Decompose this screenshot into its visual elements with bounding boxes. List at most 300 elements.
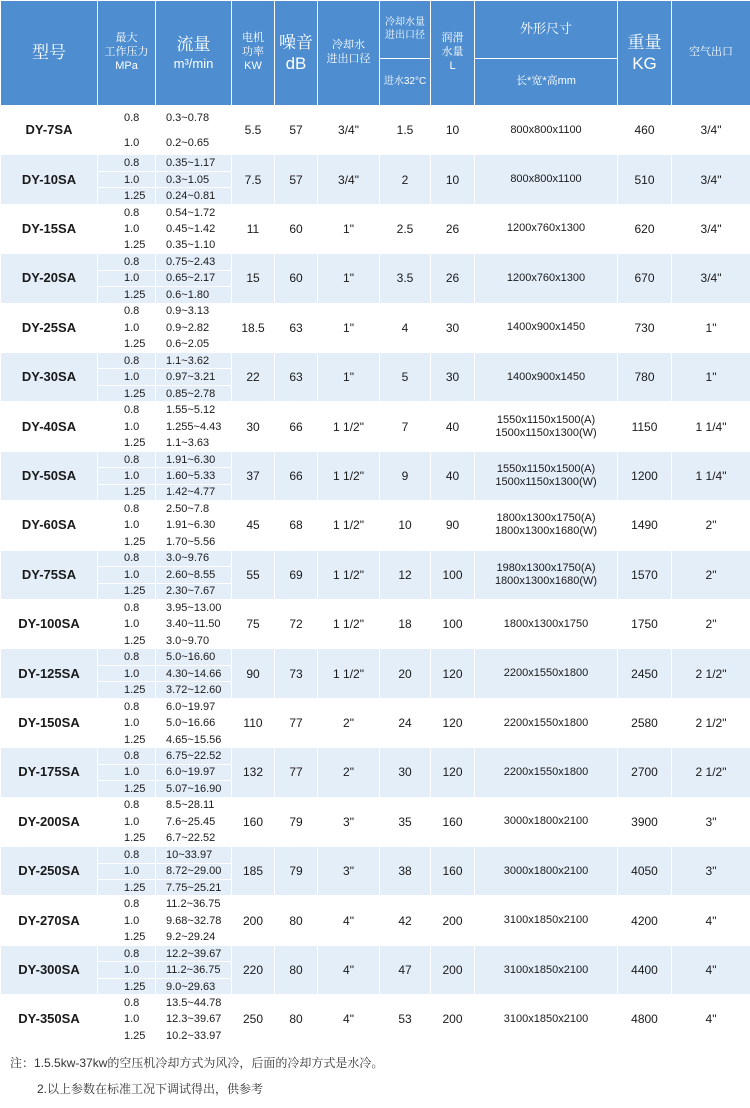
flow-cell: 1.1~3.62 [156,353,232,369]
lube-cell: 100 [431,600,475,649]
flow-cell: 9.68~32.78 [156,912,232,928]
model-cell: DY-270SA [1,896,98,945]
pressure-cell: 0.8 [98,698,156,714]
lube-cell: 40 [431,451,475,500]
cooling-volume-cell: 35 [380,797,431,846]
flow-cell: 12.3~39.67 [156,1011,232,1027]
lube-cell: 200 [431,945,475,994]
lube-cell: 30 [431,353,475,402]
flow-cell: 1.42~4.77 [156,484,232,500]
dims-cell [475,748,618,797]
air-outlet-cell: 3" [672,847,750,896]
header-flow: 流量 m³/min [156,1,232,106]
dims-line: 800x800x1100 [510,123,582,136]
flow-cell: 3.40~11.50 [156,616,232,632]
pressure-cell: 0.8 [98,600,156,616]
lube-cell: 10 [431,106,475,155]
power-cell: 18.5 [232,303,275,352]
model-cell: DY-300SA [1,945,98,994]
pressure-cell: 0.8 [98,748,156,764]
pressure-cell: 1.0 [98,665,156,681]
pressure-cell: 0.8 [98,501,156,517]
cooling-water-cell: 3/4" [318,155,380,204]
pressure-cell: 0.8 [98,303,156,319]
flow-cell: 7.6~25.45 [156,814,232,830]
dims-cell [475,945,618,994]
lube-cell: 40 [431,402,475,451]
dims-line: 1800x1300x1680(W) [494,574,598,587]
cooling-water-cell: 2" [318,748,380,797]
table-row [1,896,750,912]
pressure-cell: 1.0 [98,171,156,187]
lube-cell: 26 [431,204,475,253]
noise-cell: 68 [275,501,318,550]
flow-cell: 3.95~13.00 [156,600,232,616]
air-outlet-cell: 1 1/4" [672,402,750,451]
pressure-cell: 1.25 [98,336,156,352]
dims-cell [475,106,618,155]
pressure-cell: 1.25 [98,484,156,500]
weight-cell: 3900 [618,797,672,846]
noise-cell: 73 [275,649,318,698]
table-row [1,995,750,1011]
air-outlet-cell: 2" [672,550,750,599]
dims-line: 3000x1800x2100 [503,864,589,877]
flow-cell: 0.97~3.21 [156,369,232,385]
air-outlet-cell: 3" [672,797,750,846]
header-dims: 外形尺寸 [475,1,618,59]
noise-cell: 79 [275,797,318,846]
dims-line: 1500x1150x1300(W) [495,426,597,439]
pressure-cell: 0.8 [98,402,156,418]
pressure-cell: 0.8 [98,353,156,369]
noise-cell: 80 [275,896,318,945]
table-row [1,847,750,863]
note-2: 2.以上参数在标准工况下调试得出，供参考 [37,1082,264,1096]
air-outlet-cell: 2 1/2" [672,649,750,698]
weight-cell: 2700 [618,748,672,797]
lube-cell: 26 [431,254,475,303]
weight-cell: 1750 [618,600,672,649]
model-cell: DY-10SA [1,155,98,204]
pressure-cell: 0.8 [98,451,156,467]
lube-cell: 120 [431,649,475,698]
flow-cell: 6.0~19.97 [156,698,232,714]
cooling-volume-cell: 4 [380,303,431,352]
table-row [1,254,750,270]
air-outlet-cell: 4" [672,945,750,994]
flow-cell: 0.65~2.17 [156,270,232,286]
noise-cell: 77 [275,698,318,747]
cooling-water-cell: 4" [318,995,380,1044]
pressure-cell: 0.8 [98,649,156,665]
table-row [1,698,750,714]
air-outlet-cell: 1 1/4" [672,451,750,500]
flow-cell: 0.3~1.05 [156,171,232,187]
dims-line: 1400x900x1450 [506,321,586,334]
weight-cell: 4200 [618,896,672,945]
lube-cell: 100 [431,550,475,599]
power-cell: 22 [232,353,275,402]
dims-cell [475,353,618,402]
cooling-water-cell: 1" [318,204,380,253]
pressure-cell: 1.25 [98,830,156,846]
noise-cell: 72 [275,600,318,649]
weight-cell: 4800 [618,995,672,1044]
header-pressure: 最大 工作压力 MPa [98,1,156,106]
dims-line: 1200x760x1300 [506,271,586,284]
cooling-water-cell: 1" [318,254,380,303]
model-cell: DY-50SA [1,451,98,500]
pressure-cell: 1.25 [98,188,156,204]
flow-cell: 6.0~19.97 [156,764,232,780]
noise-cell: 63 [275,353,318,402]
model-cell: DY-100SA [1,600,98,649]
air-outlet-cell: 1" [672,353,750,402]
table-row [1,649,750,665]
weight-cell: 2450 [618,649,672,698]
dims-cell [475,600,618,649]
pressure-cell: 1.25 [98,929,156,945]
model-cell: DY-200SA [1,797,98,846]
power-cell: 110 [232,698,275,747]
model-cell: DY-175SA [1,748,98,797]
noise-cell: 69 [275,550,318,599]
cooling-volume-cell: 47 [380,945,431,994]
cooling-water-cell: 2" [318,698,380,747]
table-row [1,451,750,467]
flow-cell: 13.5~44.78 [156,995,232,1011]
noise-cell: 57 [275,155,318,204]
flow-cell: 1.91~6.30 [156,517,232,533]
dims-line: 1800x1300x1750(A) [496,512,596,525]
pressure-cell: 0.8 [98,155,156,171]
cooling-water-cell: 1 1/2" [318,402,380,451]
weight-cell: 1490 [618,501,672,550]
cooling-water-cell: 1" [318,303,380,352]
dims-cell [475,896,618,945]
dims-line: 1980x1300x1750(A) [496,561,596,574]
cooling-volume-cell: 2.5 [380,204,431,253]
lube-cell: 120 [431,748,475,797]
table-row [1,353,750,369]
model-cell: DY-20SA [1,254,98,303]
pressure-cell: 0.8 [98,254,156,270]
flow-cell: 3.72~12.60 [156,682,232,698]
pressure-cell: 0.8 [98,896,156,912]
noise-cell: 77 [275,748,318,797]
flow-cell: 0.6~2.05 [156,336,232,352]
weight-cell: 780 [618,353,672,402]
model-cell: DY-125SA [1,649,98,698]
air-outlet-cell: 3/4" [672,254,750,303]
pressure-cell: 1.0 [98,221,156,237]
flow-cell: 1.91~6.30 [156,451,232,467]
lube-cell: 200 [431,995,475,1044]
power-cell: 250 [232,995,275,1044]
table-header [1,1,750,106]
cooling-water-cell: 1 1/2" [318,501,380,550]
noise-cell: 66 [275,451,318,500]
flow-cell: 4.30~14.66 [156,665,232,681]
dims-cell [475,303,618,352]
pressure-cell: 1.0 [98,863,156,879]
cooling-volume-cell: 18 [380,600,431,649]
cooling-volume-cell: 20 [380,649,431,698]
flow-cell: 0.9~2.82 [156,320,232,336]
flow-cell: 1.255~4.43 [156,418,232,434]
dims-line: 1200x760x1300 [506,222,586,235]
flow-cell: 1.60~5.33 [156,468,232,484]
dims-line: 3100x1850x2100 [503,1012,589,1025]
dims-cell [475,698,618,747]
note-1: 注：1.5.5kw-37kw的空压机冷却方式为风冷，后面的冷却方式是水冷。 [10,1056,384,1070]
table-row [1,402,750,418]
dims-line: 1400x900x1450 [506,370,586,383]
flow-cell: 1.1~3.63 [156,435,232,451]
pressure-cell: 1.0 [98,418,156,434]
dims-line: 1800x1300x1680(W) [494,525,598,538]
model-cell: DY-30SA [1,353,98,402]
notes-section [0,1050,750,1102]
dims-cell [475,155,618,204]
cooling-volume-cell: 5 [380,353,431,402]
noise-cell: 60 [275,204,318,253]
dims-cell [475,797,618,846]
flow-cell: 0.35~1.17 [156,155,232,171]
air-outlet-cell: 4" [672,995,750,1044]
dims-cell [475,550,618,599]
header-dims-sub: 长*宽*高mm [475,59,618,106]
table-row [1,106,750,131]
power-cell: 220 [232,945,275,994]
flow-cell: 0.2~0.65 [156,130,232,155]
dims-cell [475,451,618,500]
dims-line: 2200x1550x1800 [503,765,589,778]
lube-cell: 160 [431,847,475,896]
dims-line: 1500x1150x1300(W) [495,476,597,489]
power-cell: 75 [232,600,275,649]
air-outlet-cell: 2 1/2" [672,748,750,797]
table-row [1,945,750,961]
noise-cell: 66 [275,402,318,451]
model-cell: DY-250SA [1,847,98,896]
noise-cell: 63 [275,303,318,352]
flow-cell: 2.60~8.55 [156,567,232,583]
pressure-cell: 1.25 [98,583,156,599]
table-body [1,106,750,1045]
table-row [1,797,750,813]
pressure-cell: 1.25 [98,1028,156,1044]
pressure-cell: 1.25 [98,781,156,797]
power-cell: 11 [232,204,275,253]
lube-cell: 120 [431,698,475,747]
flow-cell: 8.72~29.00 [156,863,232,879]
table-row [1,550,750,566]
flow-cell: 5.07~16.90 [156,781,232,797]
weight-cell: 670 [618,254,672,303]
power-cell: 132 [232,748,275,797]
flow-cell: 11.2~36.75 [156,896,232,912]
cooling-volume-cell: 53 [380,995,431,1044]
air-outlet-cell: 2 1/2" [672,698,750,747]
weight-cell: 1570 [618,550,672,599]
header-air-outlet: 空气出口 [672,1,750,106]
model-cell: DY-25SA [1,303,98,352]
header-cooling-volume: 冷却水量 进出口径 [380,1,431,59]
header-lube: 润滑 水量 L [431,1,475,106]
pressure-cell: 0.8 [98,995,156,1011]
flow-cell: 12.2~39.67 [156,945,232,961]
cooling-water-cell: 1 1/2" [318,600,380,649]
flow-cell: 11.2~36.75 [156,962,232,978]
dims-line: 1800x1300x1750 [503,617,589,630]
flow-cell: 4.65~15.56 [156,731,232,747]
flow-cell: 5.0~16.66 [156,715,232,731]
weight-cell: 2580 [618,698,672,747]
pressure-cell: 1.25 [98,287,156,303]
flow-cell: 2.30~7.67 [156,583,232,599]
pressure-cell: 1.0 [98,130,156,155]
pressure-cell: 1.25 [98,880,156,896]
dims-cell [475,204,618,253]
power-cell: 90 [232,649,275,698]
power-cell: 45 [232,501,275,550]
noise-cell: 80 [275,995,318,1044]
cooling-water-cell: 1 1/2" [318,451,380,500]
table-row [1,748,750,764]
lube-cell: 10 [431,155,475,204]
power-cell: 7.5 [232,155,275,204]
power-cell: 185 [232,847,275,896]
pressure-cell: 1.25 [98,978,156,994]
power-cell: 5.5 [232,106,275,155]
power-cell: 37 [232,451,275,500]
model-cell: DY-75SA [1,550,98,599]
weight-cell: 1150 [618,402,672,451]
dims-cell [475,501,618,550]
flow-cell: 0.6~1.80 [156,287,232,303]
weight-cell: 460 [618,106,672,155]
flow-cell: 0.3~0.78 [156,106,232,131]
dims-line: 800x800x1100 [510,173,582,186]
table-row [1,155,750,171]
dims-line: 2200x1550x1800 [503,667,589,680]
cooling-water-cell: 3" [318,847,380,896]
table-row [1,501,750,517]
cooling-volume-cell: 1.5 [380,106,431,155]
power-cell: 15 [232,254,275,303]
header-cooling-volume-sub: 进水32°C [380,59,431,106]
air-outlet-cell: 2" [672,600,750,649]
header-cooling-water: 冷却水 进出口径 [318,1,380,106]
noise-cell: 60 [275,254,318,303]
flow-cell: 9.2~29.24 [156,929,232,945]
cooling-volume-cell: 7 [380,402,431,451]
header-noise: 噪音 dB [275,1,318,106]
cooling-volume-cell: 9 [380,451,431,500]
flow-cell: 6.7~22.52 [156,830,232,846]
flow-cell: 7.75~25.21 [156,880,232,896]
weight-cell: 510 [618,155,672,204]
header-power: 电机 功率 KW [232,1,275,106]
header-weight: 重量 KG [618,1,672,106]
noise-cell: 57 [275,106,318,155]
pressure-cell: 1.0 [98,912,156,928]
dims-cell [475,254,618,303]
pressure-cell: 0.8 [98,204,156,220]
power-cell: 200 [232,896,275,945]
cooling-volume-cell: 3.5 [380,254,431,303]
pressure-cell: 0.8 [98,945,156,961]
flow-cell: 0.9~3.13 [156,303,232,319]
cooling-water-cell: 3/4" [318,106,380,155]
air-outlet-cell: 2" [672,501,750,550]
flow-cell: 3.0~9.70 [156,632,232,648]
pressure-cell: 1.0 [98,369,156,385]
pressure-cell: 1.25 [98,731,156,747]
pressure-cell: 0.8 [98,797,156,813]
pressure-cell: 1.0 [98,814,156,830]
pressure-cell: 1.0 [98,567,156,583]
model-cell: DY-150SA [1,698,98,747]
flow-cell: 8.5~28.11 [156,797,232,813]
table-row [1,600,750,616]
flow-cell: 10~33.97 [156,847,232,863]
cooling-water-cell: 1 1/2" [318,649,380,698]
header-model: 型号 [1,1,98,106]
cooling-water-cell: 4" [318,896,380,945]
flow-cell: 2.50~7.8 [156,501,232,517]
pressure-cell: 1.0 [98,517,156,533]
lube-cell: 90 [431,501,475,550]
pressure-cell: 1.0 [98,616,156,632]
model-cell: DY-7SA [1,106,98,155]
pressure-cell: 1.25 [98,682,156,698]
flow-cell: 0.54~1.72 [156,204,232,220]
dims-line: 1550x1150x1500(A) [496,413,596,426]
cooling-water-cell: 4" [318,945,380,994]
model-cell: DY-60SA [1,501,98,550]
weight-cell: 1200 [618,451,672,500]
flow-cell: 1.55~5.12 [156,402,232,418]
weight-cell: 620 [618,204,672,253]
pressure-cell: 0.8 [98,106,156,131]
table-row [1,303,750,319]
cooling-water-cell: 1 1/2" [318,550,380,599]
flow-cell: 0.35~1.10 [156,237,232,253]
air-outlet-cell: 1" [672,303,750,352]
cooling-volume-cell: 2 [380,155,431,204]
flow-cell: 0.85~2.78 [156,385,232,401]
model-cell: DY-350SA [1,995,98,1044]
model-cell: DY-40SA [1,402,98,451]
pressure-cell: 1.25 [98,632,156,648]
pressure-cell: 0.8 [98,550,156,566]
cooling-volume-cell: 42 [380,896,431,945]
cooling-volume-cell: 38 [380,847,431,896]
cooling-volume-cell: 24 [380,698,431,747]
flow-cell: 0.24~0.81 [156,188,232,204]
air-outlet-cell: 3/4" [672,204,750,253]
pressure-cell: 1.0 [98,715,156,731]
noise-cell: 80 [275,945,318,994]
pressure-cell: 1.0 [98,962,156,978]
dims-line: 3100x1850x2100 [503,963,589,976]
pressure-cell: 1.25 [98,385,156,401]
dims-cell [475,649,618,698]
cooling-volume-cell: 12 [380,550,431,599]
